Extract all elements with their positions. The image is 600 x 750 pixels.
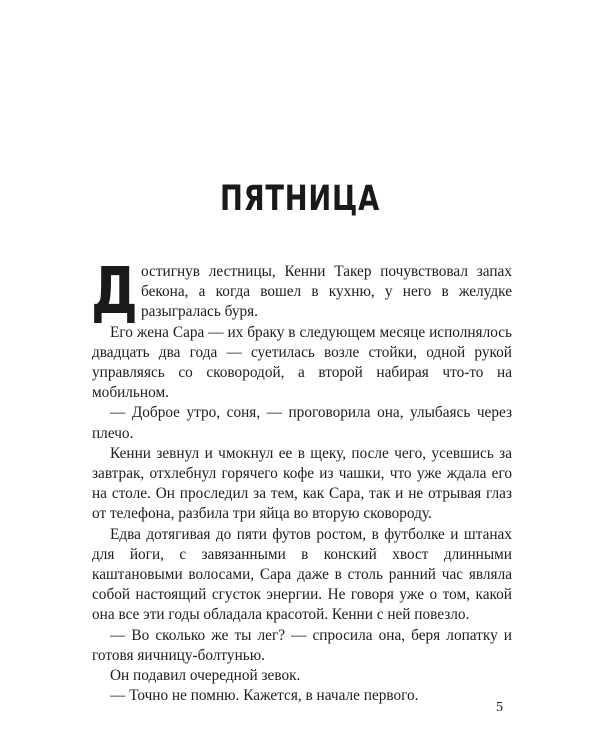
drop-cap-letter: Д: [91, 255, 138, 329]
chapter-title: ПЯТНИЦА: [219, 179, 381, 219]
chapter-text: [91, 255, 512, 706]
paragraph: Он подавил очередной зевок.: [110, 667, 301, 685]
paragraph: — Доброе утро, соня, — проговорила она, улыбаясь через плечо.: [92, 404, 512, 442]
first-paragraph-text: остигнув лестницы, Кенни Такер почувствовал запах бекона, а когда вошел в кухню, у него в желудке разыгралась буря.: [141, 263, 512, 321]
paragraph: Его жена Сара — их браку в следующем месяце исполнялось двадцать два года — суетилась возле стойки, одной рукой управляясь со сковородой, а второй набирая что-то на мобильном.: [92, 323, 512, 402]
paragraph: — Во сколько же ты лег? — спросила она, беря лопатку и готовя яичницу-болтунью.: [92, 626, 512, 664]
paragraph: — Точно не помню. Кажется, в начале первого.: [110, 687, 419, 705]
page-number: 5: [496, 700, 503, 715]
first-paragraph: [91, 255, 512, 329]
paragraph: Кенни зевнул и чмокнул ее в щеку, после чего, усевшись за завтрак, отхлебнул горячего кофе из чашки, что уже ждала его на столе. Он проследил за тем, как Сара, так и не отрывая глаз от телефона, разбила три яйца во вторую сковороду.: [92, 444, 512, 523]
paragraph: Едва дотягивая до пяти футов ростом, в футболке и штанах для йоги, с завязанными в конский хвост длинными каштановыми волосами, Сара даже в столь ранний час являла собой настоящий сгусток энергии. Не говоря уже о том, какой она все эти годы обладала красотой. Кенни с ней повезло.: [92, 525, 512, 624]
